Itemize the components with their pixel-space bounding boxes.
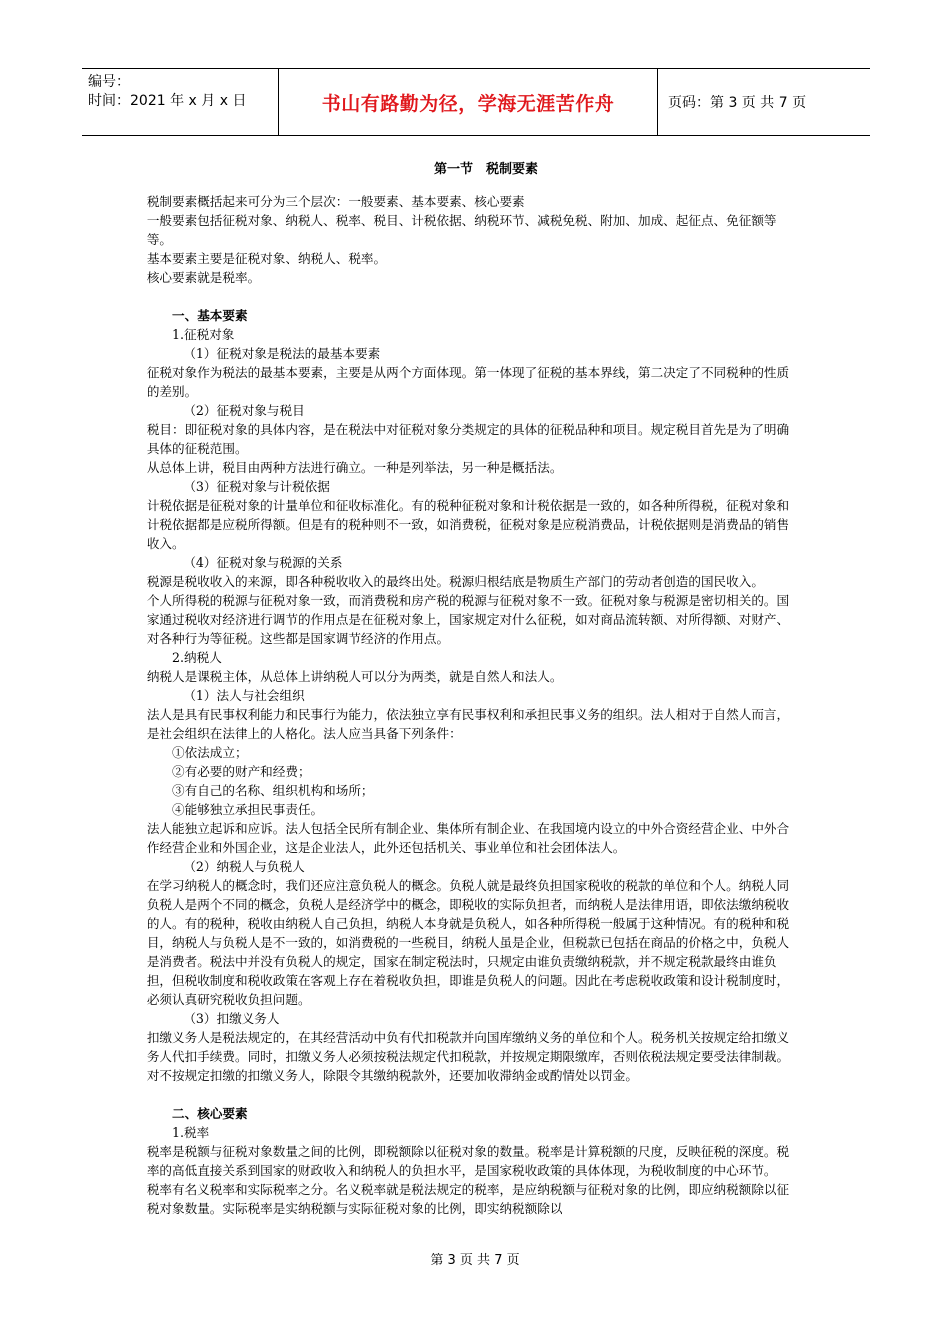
- paragraph: 税源是税收收入的来源，即各种税收收入的最终出处。税源归根结底是物质生产部门的劳动者创造的国民收入。: [146, 574, 764, 589]
- section-title: 第一节 税制要素: [433, 162, 538, 177]
- header-motto: 书山有路勤为径，学海无涯苦作舟: [279, 69, 658, 135]
- list-item: ③有自己的名称、组织机构和场所；: [172, 783, 374, 798]
- list-item: 2.纳税人: [172, 650, 222, 665]
- paragraph: 纳税人是课税主体，从总体上讲纳税人可以分为两类，就是自然人和法人。: [146, 669, 563, 684]
- list-item: 1.征税对象: [172, 327, 235, 342]
- time-label: 时间：2021 年 x 月 x 日: [88, 93, 247, 109]
- header-table: [82, 68, 870, 136]
- heading-basic-elements: 一、基本要素: [172, 308, 248, 323]
- subheading: （1）法人与社会组织: [183, 688, 305, 703]
- intro-paragraph: 税制要素概括起来可分为三个层次：一般要素、基本要素、核心要素: [146, 194, 525, 209]
- intro-paragraph: 基本要素主要是征税对象、纳税人、税率。: [146, 251, 387, 266]
- subheading: （2）纳税人与负税人: [183, 859, 305, 874]
- intro-block: [146, 192, 800, 287]
- paragraph: 扣缴义务人是税法规定的，在其经营活动中负有代扣税款并向国库缴纳义务的单位和个人。税务机关按规定给扣缴义务人代扣手续费。同时，扣缴义务人必须按税法规定代扣税款，并按规定期限缴库，否则依税法规定要受法律制裁。对不按规定扣缴的扣缴义务人，除限令其缴纳税款外，还要加收滞纳金或酌情处以罚金。: [146, 1030, 790, 1083]
- section-core-elements: [146, 1123, 800, 1218]
- paragraph: 征税对象作为税法的最基本要素，主要是从两个方面体现。第一体现了征税的基本界线，第二决定了不同税种的性质的差别。: [146, 365, 790, 399]
- header-page-info: 页码：第 3 页 共 7 页: [668, 95, 807, 111]
- number-label: 编号：: [88, 74, 130, 90]
- subheading: （4）征税对象与税源的关系: [183, 555, 343, 570]
- list-item: 1.税率: [172, 1125, 210, 1140]
- paragraph: 税率是税额与征税对象数量之间的比例，即税额除以征税对象的数量。税率是计算税额的尺度，反映征税的深度。税率的高低直接关系到国家的财政收入和纳税人的负担水平，是国家税收政策的具体体现，为税收制度的中心环节。: [146, 1144, 790, 1178]
- header-meta: [82, 69, 279, 135]
- intro-paragraph: 一般要素包括征税对象、纳税人、税率、税目、计税依据、纳税环节、减税免税、附加、加成、起征点、免征额等等。: [146, 213, 777, 247]
- paragraph: 从总体上讲，税目由两种方法进行确立。一种是列举法，另一种是概括法。: [146, 460, 563, 475]
- list-item: ④能够独立承担民事责任。: [172, 802, 324, 817]
- document-body: [146, 160, 800, 1218]
- paragraph: 税目：即征税对象的具体内容，是在税法中对征税对象分类规定的具体的征税品种和项目。规定税目首先是为了明确具体的征税范围。: [146, 422, 790, 456]
- subheading: （3）征税对象与计税依据: [183, 479, 330, 494]
- paragraph: 在学习纳税人的概念时，我们还应注意负税人的概念。负税人就是最终负担国家税收的税款的单位和个人。纳税人同负税人是两个不同的概念，负税人是经济学中的概念，即税收的实际负担者，而纳税人是法律用语，即依法缴纳税收的人。有的税种，税收由纳税人自己负担，纳税人本身就是负税人，如各种所得税一般属于这种情况。有的税种和税目，纳税人与负税人是不一致的，如消费税的一些税目，纳税人虽是企业，但税款已包括在商品的价格之中，负税人是消费者。税法中并没有负税人的规定，国家在制定税法时，只规定由谁负责缴纳税款，并不规定税款最终由谁负担，但税收制度和税收政策在客观上存在着税收负担，即谁是负税人的问题。因此在考虑税收政策和设计税制度时，必须认真研究税收负担问题。: [146, 878, 790, 1007]
- subheading: （2）征税对象与税目: [183, 403, 305, 418]
- paragraph: 税率有名义税率和实际税率之分。名义税率就是税法规定的税率，是应纳税额与征税对象的比例，即应纳税额除以征税对象数量。实际税率是实纳税额与实际征税对象的比例，即实纳税额除以: [146, 1182, 790, 1216]
- page-footer: 第 3 页 共 7 页: [430, 1253, 520, 1268]
- section-basic-elements: [146, 325, 800, 1085]
- list-item: ②有必要的财产和经费；: [172, 764, 311, 779]
- paragraph: 法人能独立起诉和应诉。法人包括全民所有制企业、集体所有制企业、在我国境内设立的中外合资经营企业、中外合作经营企业和外国企业，这是企业法人，此外还包括机关、事业单位和社会团体法人。: [146, 821, 790, 855]
- heading-core-elements: 二、核心要素: [172, 1106, 248, 1121]
- paragraph: 计税依据是征税对象的计量单位和征收标准化。有的税种征税对象和计税依据是一致的，如各种所得税，征税对象和计税依据都是应税所得额。但是有的税种则不一致，如消费税，征税对象是应税消费品，计税依据则是消费品的销售收入。: [146, 498, 790, 551]
- subheading: （3）扣缴义务人: [183, 1011, 280, 1026]
- intro-paragraph: 核心要素就是税率。: [146, 270, 261, 285]
- subheading: （1）征税对象是税法的最基本要素: [183, 346, 381, 361]
- paragraph: 个人所得税的税源与征税对象一致，而消费税和房产税的税源与征税对象不一致。征税对象与税源是密切相关的。国家通过税收对经济进行调节的作用点是在征税对象上，国家规定对什么征税，如对商品流转额、对所得额、对财产、对各种行为等征税。这些都是国家调节经济的作用点。: [146, 593, 790, 646]
- list-item: ①依法成立；: [172, 745, 248, 760]
- paragraph: 法人是具有民事权利能力和民事行为能力，依法独立享有民事权利和承担民事义务的组织。法人相对于自然人而言，是社会组织在法律上的人格化。法人应当具备下列条件：: [146, 707, 790, 741]
